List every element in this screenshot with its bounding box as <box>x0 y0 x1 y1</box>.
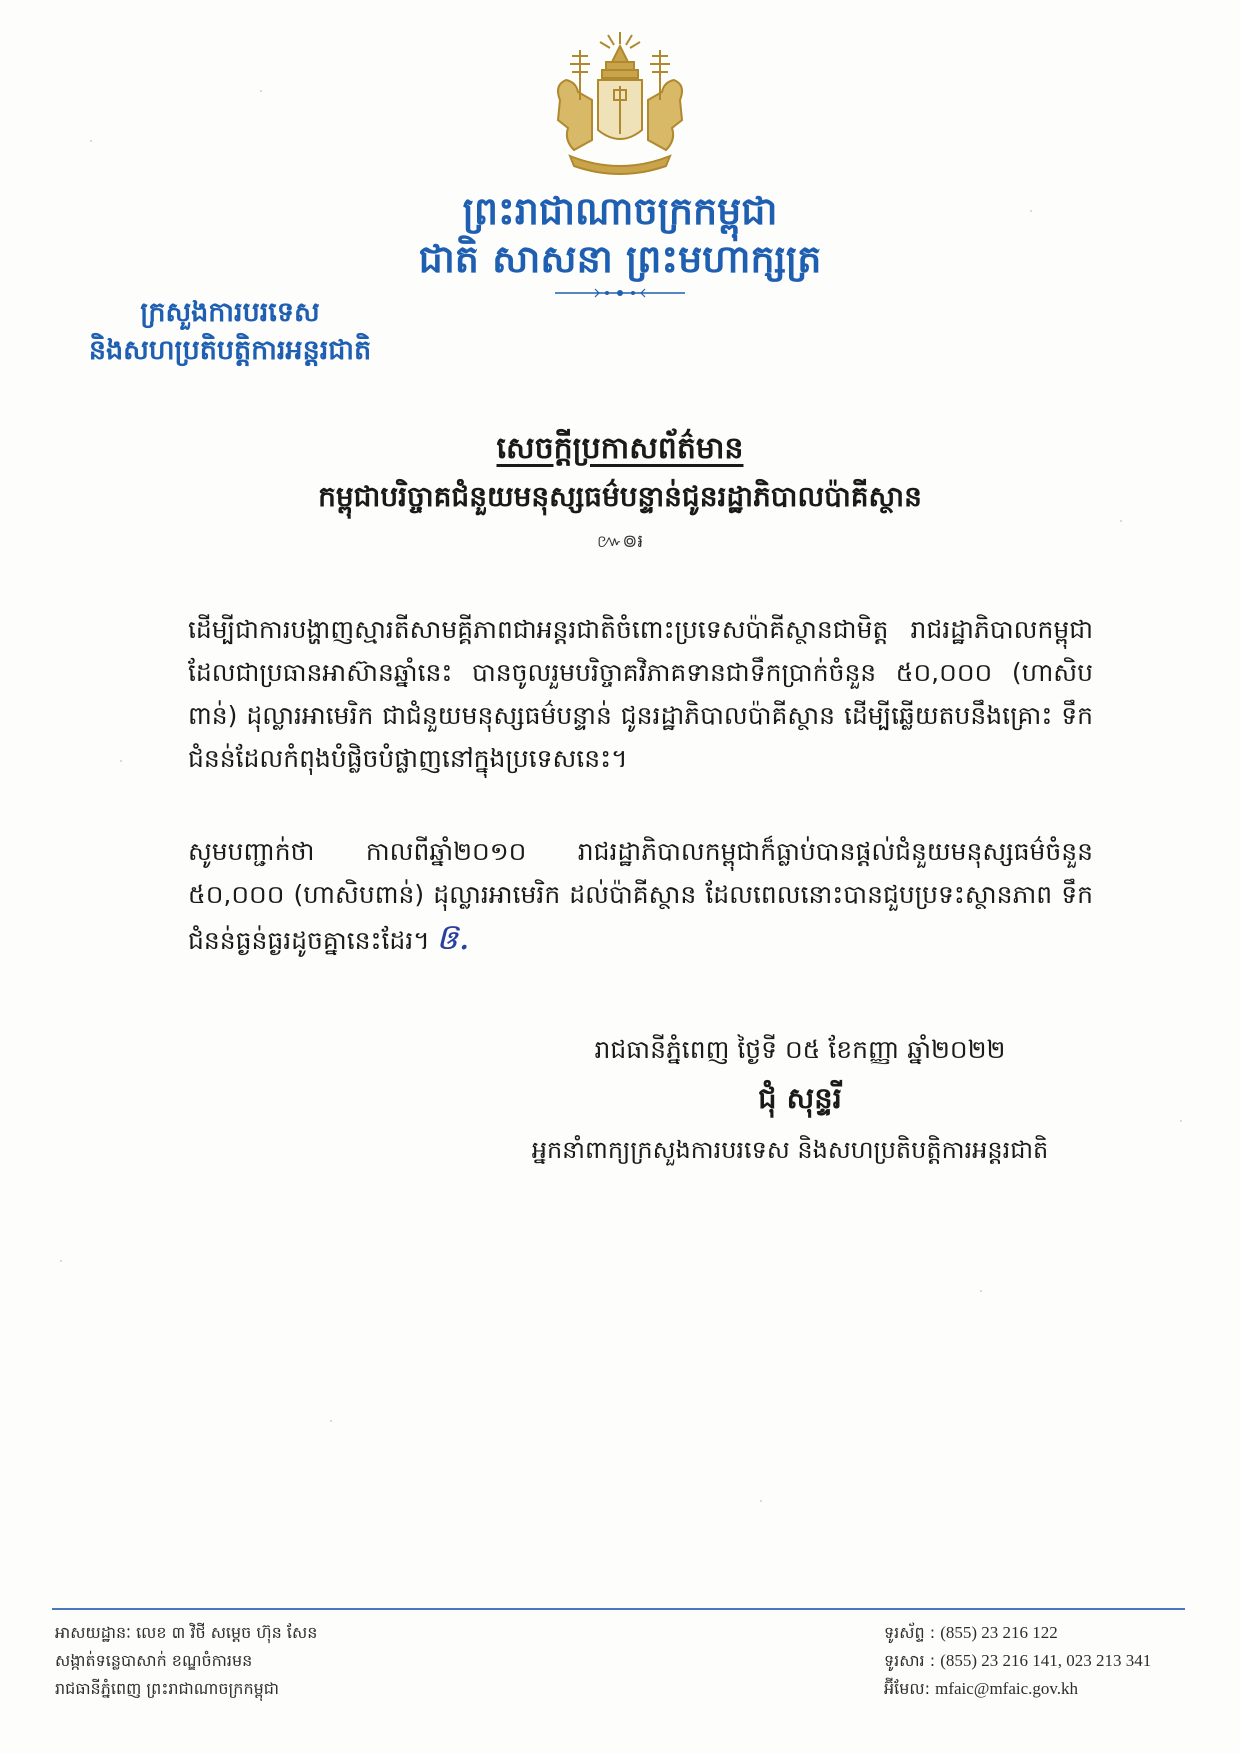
footer-address-line3: រាជធានីភ្នំពេញ ព្រះរាជាណាចក្រកម្ពុជា <box>55 1679 279 1698</box>
title-ornament-mark: ៚៙៛ <box>596 531 644 552</box>
kingdom-title: ព្រះរាជាណាចក្រកម្ពុជា <box>462 189 778 233</box>
fax-label: ទូរសារ : <box>884 1651 936 1670</box>
phone-value: (855) 23 216 122 <box>940 1623 1058 1642</box>
footer-email <box>884 1675 1214 1702</box>
footer-phone <box>884 1619 1214 1646</box>
body-paragraph-1: ដើម្បីជាការបង្ហាញស្មារតីសាមគ្គីភាពជាអន្តរជាតិចំពោះប្រទេសប៉ាគីស្ថានជាមិត្ត រាជរដ្ឋាភិបាលកម្ពុជា ដែលជាប្រធានអាស៊ានឆ្នាំនេះ បានចូលរួមបរិច្ចាគវិភាគទានជាទឹកប្រាក់ចំនួន ៥០,០០០ (ហាសិប ពាន់) ដុល្លារអាមេរិក ជាជំនួយមនុស្សធម៌បន្ទាន់ ជូនរដ្ឋាភិបាលប៉ាគីស្ថាន ដើម្បីឆ្លើយតបនឹងគ្រោះ ទឹកជំនន់ដែលកំពុងបំផ្លិចបំផ្លាញនៅក្នុងប្រទេសនេះ។ <box>188 615 1093 773</box>
footer-fax <box>884 1647 1214 1674</box>
signatory-name: ជុំ សុន្ទរី <box>758 1081 842 1115</box>
footer-divider <box>52 1608 1185 1610</box>
decorative-divider-ornament <box>555 286 685 300</box>
body-paragraph-2-text: សូមបញ្ជាក់ថា កាលពីឆ្នាំ២០១០ រាជរដ្ឋាភិបាលកម្ពុជាក៏ធ្លាប់បានផ្តល់ជំនួយមនុស្សធម៌ចំនួន ៥០,០០០ (ហាសិបពាន់) ដុល្លារអាមេរិក ដល់ប៉ាគីស្ថាន ដែលពេលនោះបានជួបប្រទះស្ថានភាព ទឹកជំនន់ធ្ងន់ធ្ងរដូចគ្នានេះដែរ។ <box>188 837 1093 955</box>
document-title: សេចក្តីប្រកាសព័ត៌មាន <box>496 431 744 466</box>
signatory-role: អ្នកនាំពាក្យក្រសួងការបរទេស និងសហប្រតិបត្តិការអន្តរជាតិ <box>531 1136 1049 1164</box>
email-value: mfaic@mfaic.gov.kh <box>935 1679 1079 1698</box>
ministry-name-line2: និងសហប្រតិបត្តិការអន្តរជាតិ <box>88 335 372 366</box>
fax-value: (855) 23 216 141, 023 213 341 <box>940 1651 1152 1670</box>
place-and-date: រាជធានីភ្នំពេញ ថ្ងៃទី ០៥ ខែកញ្ញា ឆ្នាំ២០២២ <box>594 1035 1006 1064</box>
footer-address-line1: អាសយដ្ឋានៈ លេខ ៣ វិថី សម្តេច ហ៊ុន សែន <box>55 1623 318 1642</box>
footer-address-line2: សង្កាត់ទន្លេបាសាក់ ខណ្ឌចំការមន <box>55 1651 253 1670</box>
body-paragraph-2 <box>188 830 1093 962</box>
phone-label: ទូរស័ព្ទ : <box>884 1623 936 1642</box>
handwritten-ink-mark: ឲ. <box>435 917 470 958</box>
document-subtitle: កម្ពុជាបរិច្ចាគជំនួយមនុស្សធម៌បន្ទាន់ជូនរដ្ឋាភិបាលប៉ាគីស្ថាន <box>318 480 922 513</box>
national-motto: ជាតិ សាសនា ព្រះមហាក្សត្រ <box>418 237 822 281</box>
ministry-name-line1: ក្រសួងការបរទេស <box>140 297 320 328</box>
royal-coat-of-arms-emblem <box>540 30 700 180</box>
email-label: អ៊ីមែល: <box>884 1679 931 1698</box>
